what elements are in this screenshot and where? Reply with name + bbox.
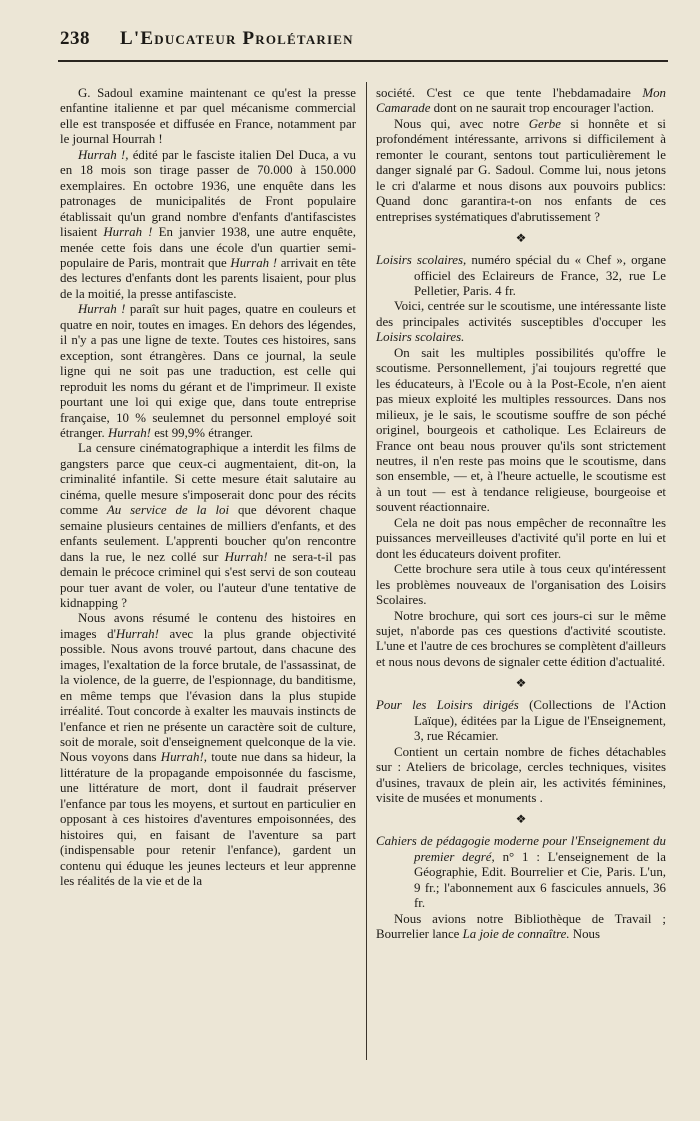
- running-header: [60, 28, 660, 58]
- paragraph: société. C'est ce que tente l'hebdamadaire Mon Camarade dont on ne saurait trop encourager l'action.: [376, 86, 666, 116]
- column-divider: [366, 82, 367, 1060]
- paragraph: Contient un certain nombre de fiches détachables sur : Ateliers de bricolage, cercles techniques, visites d'usines, travaux de plein air, les activités féminines, visite de musées et monuments .: [376, 744, 666, 806]
- header-rule: [58, 60, 668, 62]
- ornament-divider: ❖: [515, 812, 527, 827]
- paragraph: Nous avons résumé le contenu des histoires en images d'Hurrah! avec la plus grande objectivité possible. Nous avons trouvé partout, dans chacune des images, l'exaltation de la force brutale, de l'assassinat, de la violence, de la guerre, de l'espionnage, du banditisme, en même temps que l'évasion dans la plus stupide irréalité. Tout concorde à exalter les mauvais instincts de l'enfance et rien ne présente un caractère soit de culture, soit de morale, soit d'enseignement quelconque de la vie. Nous voyons dans Hurrah!, toute nue dans sa hideur, la littérature de la propagande empoisonnée du fascisme, une littérature de mort, dont il faudrait préserver l'enfance par tous les moyens, et surtout en particulier en opposant à ces histoires d'aventures empoisonnées, des histoires qui, en faisant de l'aventure sa part (indispensable pour retenir l'enfance), gardent un contenu qui éduque les jeunes lecteurs et leur apprenne les réalités de la vie et de la: [60, 611, 356, 889]
- book-reference: Loisirs scolaires, numéro spécial du « Chef », organe officiel des Eclaireurs de France, 32, rue Le Pelletier, Paris. 4 fr.: [376, 253, 666, 298]
- paragraph: La censure cinématographique a interdit les films de gangsters parce que ceux-ci augmentaient, dit-on, la criminalité infantile. Si cette mesure était salutaire au cinéma, quelle mesure s'imposerait donc pour des récits comme Au service de la loi que dévorent chaque semaine plusieurs centaines de milliers d'enfants, et des enfants seulement. L'apprenti boucher qu'on rencontre dans la rue, le nez collé sur Hurrah! ne sera-t-il pas demain le précoce criminel qui s'est servi de son couteau pour tuer avant de voler, ou l'auteur d'une tentative de kidnapping ?: [60, 441, 356, 610]
- paragraph: Notre brochure, qui sort ces jours-ci sur le même sujet, n'aborde pas ces questions d'activité scoutiste. L'une et l'autre de ces brochures se complètent d'ailleurs et nous nous devons de signaler cette édition d'actualité.: [376, 608, 666, 669]
- journal-title: L'Educateur Prolétarien: [120, 28, 354, 49]
- paragraph: Cette brochure sera utile à tous ceux qu'intéressent les problèmes nouveaux de l'organisation des Loisirs Scolaires.: [376, 562, 666, 608]
- left-column: [60, 86, 356, 890]
- right-column: [376, 86, 666, 943]
- page-number: 238: [60, 28, 90, 49]
- paragraph: Nous avions notre Bibliothèque de Travail ; Bourrelier lance La joie de connaître. Nous: [376, 911, 666, 942]
- paragraph: Nous qui, avec notre Gerbe si honnête et si profondément intéressante, arrivons si difficilement à remonter le courant, sentons tout particulièrement le danger signalé par G. Sadoul. Comme lui, nous jetons le cri d'alarme et nous disons aux pouvoirs publics: Quand donc garantira-t-on nos enfants de ces entreprises systématiques d'abrutissement ?: [376, 116, 666, 224]
- book-reference: Cahiers de pédagogie moderne pour l'Enseignement du premier degré, n° 1 : L'enseignement de la Géographie, Edit. Bourrelier et Cie, Paris. L'un, 9 fr.; l'abonnement aux 6 fascicules annuels, 36 fr.: [376, 834, 666, 911]
- book-reference: Pour les Loisirs dirigés (Collections de l'Action Laïque), éditées par la Ligue de l'Enseignement, 3, rue Récamier.: [376, 698, 666, 744]
- paragraph: Hurrah !, édité par le fasciste italien Del Duca, a vu en 18 mois son tirage passer de 70.000 à 150.000 exemplaires. En octobre 1936, une enquête dans les patronages de municipalités de Front populaire établissait qu'un grand nombre d'enfants d'antifascistes lisaient Hurrah ! En janvier 1938, une autre enquête, menée cette fois dans une école d'un quartier semi-populaire de Paris, montrait que Hurrah ! arrivait en tête des lectures d'enfants dont les parents lisaient, pour plus de la moitié, la presse antifasciste.: [60, 147, 356, 301]
- paragraph: G. Sadoul examine maintenant ce qu'est la presse enfantine italienne et par quel mécanisme commercial elle est transposée et diffusée en France, notamment par le journal Hourrah !: [60, 86, 356, 147]
- paragraph: Cela ne doit pas nous empêcher de reconnaître les puissances merveilleuses d'activité qu'il porte en lui et dont les éducateurs doivent profiter.: [376, 515, 666, 561]
- paragraph: Voici, centrée sur le scoutisme, une intéressante liste des principales activités susceptibles d'occuper les Loisirs scolaires.: [376, 299, 666, 345]
- paragraph: On sait les multiples possibilités qu'offre le scoutisme. Personnellement, j'ai toujours regretté que les éducateurs, à l'Ecole ou à la Post-Ecole, n'en aient pas mieux exploité les multiples ressources. Dans nos milieux, je le sais, le scoutisme souffre de son péché originel, bourgeois et catholique. Les Eclaireurs de France ont beau nous prouver qu'ils sont strictement neutres, il n'en reste pas moins que le scoutisme, dans son ensemble, — et, à l'heure actuelle, le scoutisme est à un tout — est à tendance religieuse, bourgeoise et souvent réactionnaire.: [376, 345, 666, 515]
- ornament-divider: ❖: [515, 231, 527, 246]
- paragraph: Hurrah ! paraît sur huit pages, quatre en couleurs et quatre en noir, toutes en images. En dehors des légendes, il n'y a pas une ligne de texte. Toutes ces histoires, sans exception, sont étrangères. Dans ce journal, la seule ligne qui ne soit pas une traduction, est celle qui reproduit les noms du gérant et de l'imprimeur. Il existe pourtant une loi qui exige que, dans toute entreprise française, 10 % seulemnet du personnel employé soit étranger. Hurrah! est 99,9% étranger.: [60, 302, 356, 440]
- ornament-divider: ❖: [515, 676, 527, 691]
